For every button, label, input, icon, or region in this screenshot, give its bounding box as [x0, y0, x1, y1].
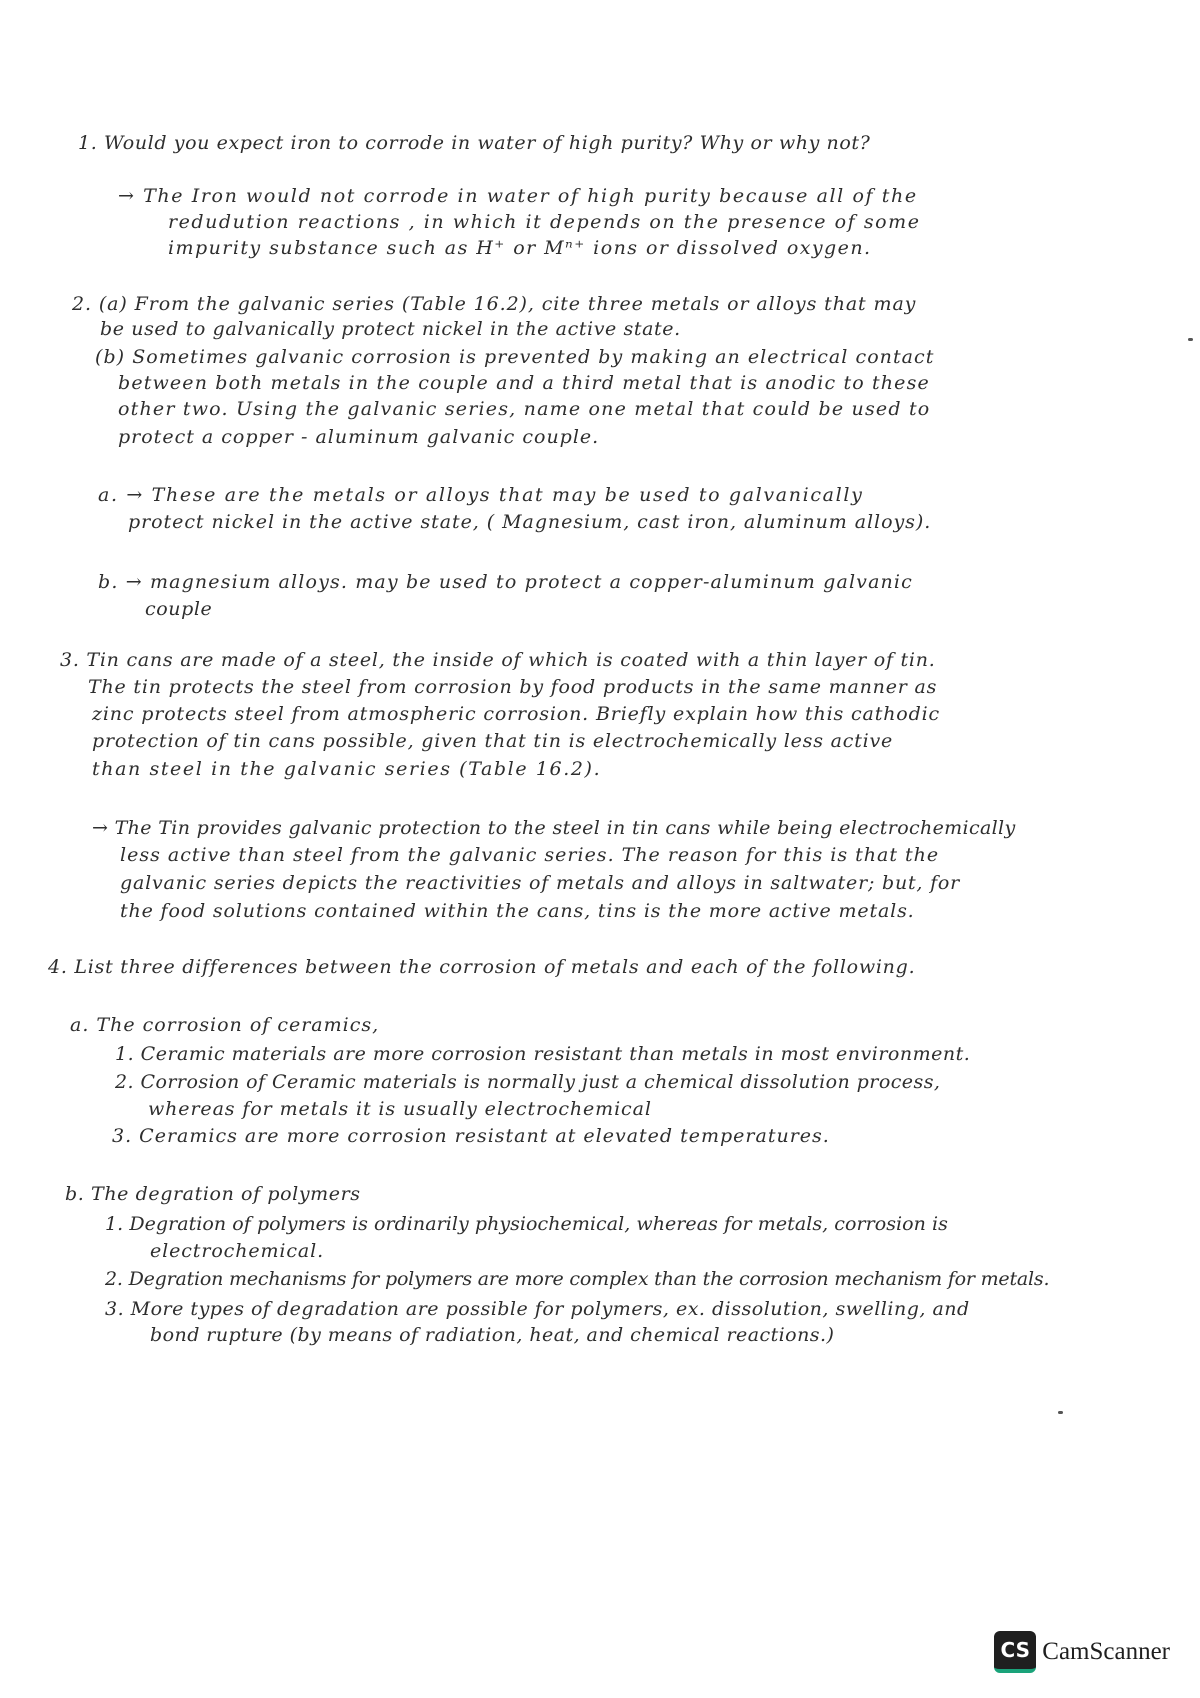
question-4b-heading: b. The degration of polymers: [65, 1183, 361, 1205]
answer-4b-point-3: 3. More types of degradation are possible for polymers, ex. dissolution, swelling, and: [105, 1298, 970, 1320]
answer-1-line-2: redudution reactions , in which it depends on the presence of some: [168, 211, 921, 233]
question-2-line-2: be used to galvanically protect nickel in the active state.: [100, 318, 681, 340]
answer-4b-point-1-cont: electrochemical.: [150, 1240, 325, 1262]
answer-2b-line-1: b. → magnesium alloys. may be used to protect a copper-aluminum galvanic: [98, 571, 913, 593]
answer-2a-line-2: protect nickel in the active state, ( Magnesium, cast iron, aluminum alloys).: [128, 511, 932, 533]
camscanner-logo-icon: CS: [994, 1631, 1036, 1673]
question-1-line-1: 1. Would you expect iron to corrode in water of high purity? Why or why not?: [78, 132, 871, 154]
question-3-line-3: zinc protects steel from atmospheric corrosion. Briefly explain how this cathodic: [92, 703, 941, 725]
answer-2a-line-1: a. → These are the metals or alloys that may be used to galvanically: [98, 484, 864, 506]
question-2-line-5: other two. Using the galvanic series, name one metal that could be used to: [118, 398, 931, 420]
answer-1-line-1: → The Iron would not corrode in water of high purity because all of the: [118, 185, 918, 207]
answer-4b-point-2: 2. Degration mechanisms for polymers are more complex than the corrosion mechanism for metals.: [105, 1268, 1050, 1290]
camscanner-label: CamScanner: [1042, 1638, 1170, 1665]
question-4a-heading: a. The corrosion of ceramics,: [70, 1014, 380, 1036]
answer-3-line-1: → The Tin provides galvanic protection to the steel in tin cans while being electrochemically: [92, 817, 1016, 839]
camscanner-watermark: [994, 1630, 1170, 1674]
question-2-line-1: 2. (a) From the galvanic series (Table 16.2), cite three metals or alloys that may: [72, 293, 917, 315]
answer-4a-point-1: 1. Ceramic materials are more corrosion resistant than metals in most environment.: [115, 1043, 971, 1065]
answer-4b-point-3-cont: bond rupture (by means of radiation, heat, and chemical reactions.): [150, 1324, 835, 1346]
answer-2b-line-2: couple: [145, 598, 213, 620]
answer-3-line-2: less active than steel from the galvanic series. The reason for this is that the: [120, 844, 940, 866]
question-4-line-1: 4. List three differences between the corrosion of metals and each of the following.: [48, 956, 916, 978]
question-2-line-3: (b) Sometimes galvanic corrosion is prevented by making an electrical contact: [95, 346, 935, 368]
question-3-line-2: The tin protects the steel from corrosion by food products in the same manner as: [88, 676, 938, 698]
pen-mark: [1188, 338, 1193, 341]
answer-3-line-4: the food solutions contained within the cans, tins is the more active metals.: [120, 900, 915, 922]
answer-4a-point-2: 2. Corrosion of Ceramic materials is normally just a chemical dissolution process,: [115, 1071, 941, 1093]
question-3-line-1: 3. Tin cans are made of a steel, the inside of which is coated with a thin layer of tin.: [60, 649, 936, 671]
answer-4b-point-1: 1. Degration of polymers is ordinarily physiochemical, whereas for metals, corrosion is: [105, 1213, 948, 1235]
answer-4a-point-2-cont: whereas for metals it is usually electrochemical: [148, 1098, 652, 1120]
question-2-line-4: between both metals in the couple and a third metal that is anodic to these: [118, 372, 930, 394]
question-3-line-4: protection of tin cans possible, given that tin is electrochemically less active: [92, 730, 894, 752]
question-2-line-6: protect a copper - aluminum galvanic couple.: [118, 426, 600, 448]
answer-3-line-3: galvanic series depicts the reactivities of metals and alloys in saltwater; but, for: [120, 872, 961, 894]
pen-mark: [1058, 1411, 1063, 1414]
answer-4a-point-3: 3. Ceramics are more corrosion resistant at elevated temperatures.: [112, 1125, 830, 1147]
question-3-line-5: than steel in the galvanic series (Table 16.2).: [92, 758, 602, 780]
answer-1-line-3: impurity substance such as H⁺ or Mⁿ⁺ ions or dissolved oxygen.: [168, 237, 872, 259]
